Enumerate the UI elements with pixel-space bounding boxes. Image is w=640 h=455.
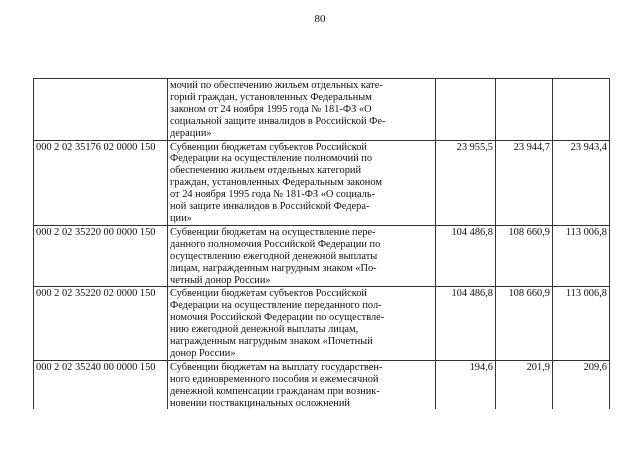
row-value-1: 23 955,5 bbox=[436, 140, 496, 225]
row-value-1: 104 486,8 bbox=[436, 287, 496, 360]
row-code: 000 2 02 35176 02 0000 150 bbox=[34, 140, 168, 225]
row-value-3: 209,6 bbox=[553, 360, 610, 409]
row-value-3: 23 943,4 bbox=[553, 140, 610, 225]
row-name: Субвенции бюджетам субъектов Российской Федерации на осуществление полномочий по обеспечению жильем отдельных категорий граждан, установленных Федеральным законом от 24 ноября 1995 года № 181-ФЗ «О социаль- ной защите инвалидов в Российской Федера- ции» bbox=[168, 140, 436, 225]
row-code bbox=[34, 79, 168, 141]
row-value-3: 113 006,8 bbox=[553, 225, 610, 287]
table-row bbox=[34, 140, 610, 225]
row-value-2: 108 660,9 bbox=[496, 225, 553, 287]
budget-table bbox=[33, 78, 610, 409]
row-value-3 bbox=[553, 79, 610, 141]
row-code: 000 2 02 35220 00 0000 150 bbox=[34, 225, 168, 287]
row-value-2: 23 944,7 bbox=[496, 140, 553, 225]
row-value-1: 194,6 bbox=[436, 360, 496, 409]
row-value-2: 201,9 bbox=[496, 360, 553, 409]
table-row bbox=[34, 225, 610, 287]
page-number: 80 bbox=[314, 13, 326, 25]
row-value-2 bbox=[496, 79, 553, 141]
row-name: мочий по обеспечению жильем отдельных кате- горий граждан, установленных Федеральным законом от 24 ноября 1995 года № 181-ФЗ «О социальной защите инвалидов в Российской Фе- дерации» bbox=[168, 79, 436, 141]
row-name: Субвенции бюджетам субъектов Российской Федерации на осуществление переданного пол- номочия Российской Федерации по осуществле- нию ежегодной денежной выплаты лицам, награжденным нагрудным знаком «Почетный донор России» bbox=[168, 287, 436, 360]
table-row bbox=[34, 287, 610, 360]
row-value-1: 104 486,8 bbox=[436, 225, 496, 287]
table-row bbox=[34, 79, 610, 141]
row-name: Субвенции бюджетам на осуществление пере- данного полномочия Российской Федерации по осуществлению ежегодной денежной выплаты лицам, награжденным нагрудным знаком «По- четный донор России» bbox=[168, 225, 436, 287]
table-row bbox=[34, 360, 610, 409]
row-value-3: 113 006,8 bbox=[553, 287, 610, 360]
row-value-1 bbox=[436, 79, 496, 141]
row-code: 000 2 02 35220 02 0000 150 bbox=[34, 287, 168, 360]
row-name: Субвенции бюджетам на выплату государствен- ного единовременного пособия и ежемесячной денежной компенсации гражданам при возник- новении поствакцинальных осложнений bbox=[168, 360, 436, 409]
row-value-2: 108 660,9 bbox=[496, 287, 553, 360]
row-code: 000 2 02 35240 00 0000 150 bbox=[34, 360, 168, 409]
